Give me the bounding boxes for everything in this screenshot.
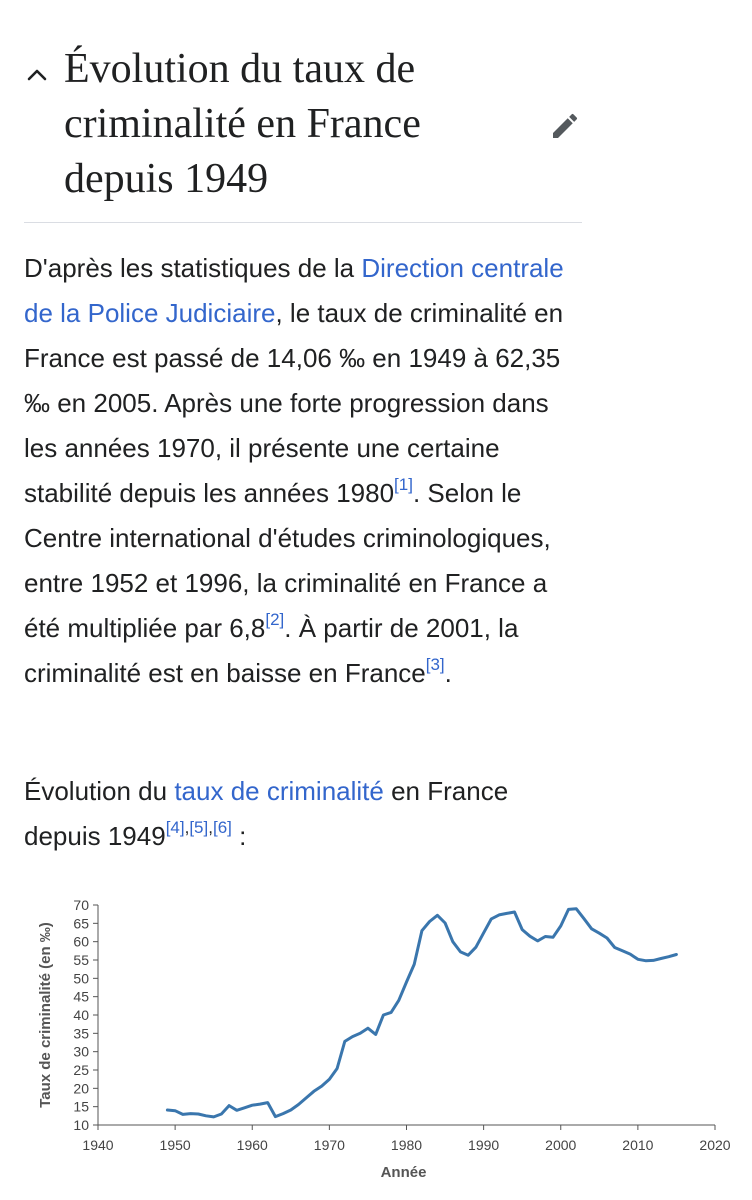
y-tick-label: 60: [73, 933, 89, 950]
series-line-crime-rate: [167, 909, 676, 1117]
y-tick-label: 45: [73, 988, 89, 1005]
ref-separator: ,: [208, 818, 213, 837]
text-run: .: [444, 658, 452, 688]
text-run: . À partir de 2001, la criminalité est en baisse en France: [24, 613, 519, 688]
link-direction-centrale-police-judiciaire[interactable]: Direction centrale de la Police Judiciaire: [24, 253, 564, 328]
reference-1: [394, 475, 413, 494]
x-tick-label: 1960: [236, 1137, 268, 1153]
chevron-up-icon[interactable]: [26, 66, 48, 82]
text-run: :: [231, 821, 247, 851]
y-tick-label: 55: [73, 952, 89, 968]
y-tick-label: 25: [73, 1062, 89, 1078]
reference-link-5[interactable]: [5]: [189, 818, 209, 837]
reference-link-3[interactable]: [3]: [425, 655, 445, 674]
y-tick-label: 65: [73, 915, 89, 932]
x-axis-label: Année: [380, 1164, 427, 1181]
x-tick-label: 1980: [390, 1137, 423, 1153]
text-run: , le taux de criminalité en France est passé de 14,06 ‰ en 1949 à 62,35 ‰ en 2005. Après une forte progression dans les années 1970, il présente une certaine stabilité depuis les années 1980: [24, 298, 564, 508]
text-run: . Selon le Centre international d'études criminologiques, entre 1952 et 1996, la criminalité en France a été multipliée par 6,8: [24, 478, 551, 643]
reference-3: [426, 655, 445, 674]
reference-link-2[interactable]: [2]: [265, 610, 285, 629]
y-tick-label: 35: [73, 1025, 89, 1042]
text-run: Évolution du: [24, 776, 175, 806]
y-tick-label: 15: [73, 1098, 89, 1115]
section-header: [24, 40, 582, 223]
reference-2: [265, 610, 284, 629]
ref-separator: ,: [184, 818, 190, 837]
y-axis-label: Taux de criminalité (en ‰): [37, 922, 54, 1108]
reference-link-6[interactable]: [6]: [212, 818, 232, 837]
x-tick-label: 1950: [159, 1137, 191, 1153]
chart-caption-paragraph: [24, 769, 584, 859]
text-run: en France depuis 1949: [24, 776, 509, 851]
x-tick-label: 2010: [622, 1137, 654, 1153]
reference-link-1[interactable]: [1]: [394, 475, 413, 494]
pencil-icon[interactable]: [549, 110, 581, 142]
x-tick-label: 1970: [313, 1137, 345, 1153]
x-tick-label: 1940: [82, 1137, 114, 1153]
reference-4: [166, 818, 232, 837]
y-tick-label: 10: [73, 1117, 89, 1133]
x-tick-label: 1990: [468, 1137, 500, 1153]
reference-link-4[interactable]: [4]: [165, 818, 185, 837]
section-title: Évolution du taux de criminalité en France depuis 1949: [64, 46, 421, 202]
x-tick-label: 2020: [699, 1137, 731, 1153]
link-taux-de-criminalite[interactable]: taux de criminalité: [174, 776, 384, 806]
y-tick-label: 20: [73, 1080, 89, 1097]
y-tick-label: 70: [73, 897, 89, 913]
crime-rate-line-chart: [32, 890, 744, 1190]
intro-paragraph: [24, 246, 584, 696]
y-tick-label: 50: [73, 970, 89, 987]
y-tick-label: 40: [73, 1007, 89, 1023]
text-run: D'après les statistiques de la: [24, 253, 362, 283]
y-tick-label: 30: [73, 1043, 89, 1060]
x-tick-label: 2000: [545, 1137, 577, 1153]
